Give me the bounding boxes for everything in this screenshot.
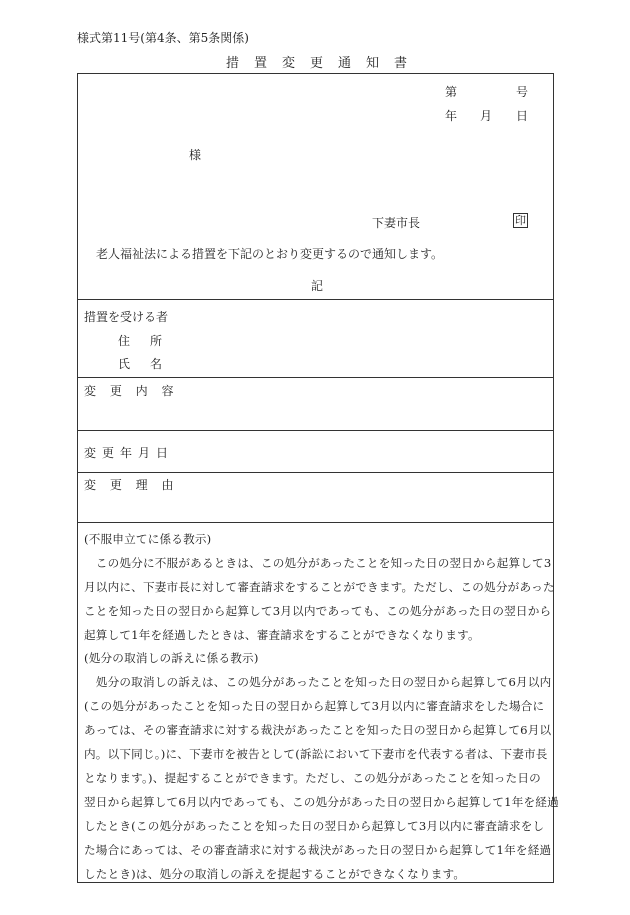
form-frame: [77, 73, 559, 883]
number-dai: 第: [445, 85, 458, 99]
name-label: 氏 名: [118, 357, 167, 371]
lawsuit-line: (この処分があったことを知った日の翌日から起算して3月以内に審査請求をした場合に: [84, 699, 545, 713]
appeal-line: 起算して1年を経過したときは、審査請求をすることができなくなります。: [84, 628, 480, 642]
divider: [78, 522, 553, 523]
date-day: 日: [516, 109, 529, 123]
document-title: 措置変更通知書: [226, 56, 423, 71]
recipient-label: 措置を受ける者: [84, 310, 169, 324]
divider: [78, 299, 553, 300]
appeal-line: ことを知った日の翌日から起算して3月以内であっても、この処分があった日の翌日から: [84, 604, 552, 618]
lawsuit-line: となります。)、提起することができます。ただし、この処分があったことを知った日の: [84, 771, 541, 785]
notice-statement: 老人福祉法による措置を下記のとおり変更するので通知します。: [96, 247, 444, 261]
appeal-line: 月以内に、下妻市長に対して審査請求をすることができます。ただし、この処分があった: [84, 580, 555, 594]
lawsuit-line: あっては、その審査請求に対する裁決があったことを知った日の翌日から起算して6月以: [84, 723, 552, 737]
date-month: 月: [480, 109, 493, 123]
issuer: 下妻市長: [372, 216, 421, 230]
change-reason-label: 変 更 理 由: [84, 478, 179, 492]
lawsuit-line: したとき)は、処分の取消しの訴えを提起することができなくなります。: [84, 867, 466, 881]
divider: [78, 430, 553, 431]
appeal-line: この処分に不服があるときは、この処分があったことを知った日の翌日から起算して3: [84, 556, 552, 570]
form-number: 様式第11号(第4条、第5条関係): [77, 31, 249, 45]
change-content-label: 変 更 内 容: [84, 384, 179, 398]
divider: [78, 472, 553, 473]
seal-mark: 印: [515, 214, 526, 227]
appeal-heading: (不服申立てに係る教示): [84, 532, 212, 546]
lawsuit-line: た場合にあっては、その審査請求に対する裁決があった日の翌日から起算して1年を経過: [84, 843, 552, 857]
date-year: 年: [445, 109, 458, 123]
lawsuit-heading: (処分の取消しの訴えに係る教示): [84, 651, 259, 665]
ki-heading: 記: [311, 279, 324, 293]
number-go: 号: [516, 85, 529, 99]
address-label: 住 所: [118, 334, 167, 348]
lawsuit-line: 翌日から起算して6月以内であっても、この処分があった日の翌日から起算して1年を経過: [84, 795, 559, 809]
lawsuit-line: 処分の取消しの訴えは、この処分があったことを知った日の翌日から起算して6月以内: [84, 675, 552, 689]
lawsuit-line: したとき(この処分があったことを知った日の翌日から起算して3月以内に審査請求をし: [84, 819, 545, 833]
lawsuit-line: 内。以下同じ。)に、下妻市を被告として(訴訟において下妻市を代表する者は、下妻市長: [84, 747, 548, 761]
change-date-label: 変更年月日: [84, 446, 175, 460]
recipient-suffix: 様: [189, 148, 202, 162]
divider: [78, 377, 553, 378]
